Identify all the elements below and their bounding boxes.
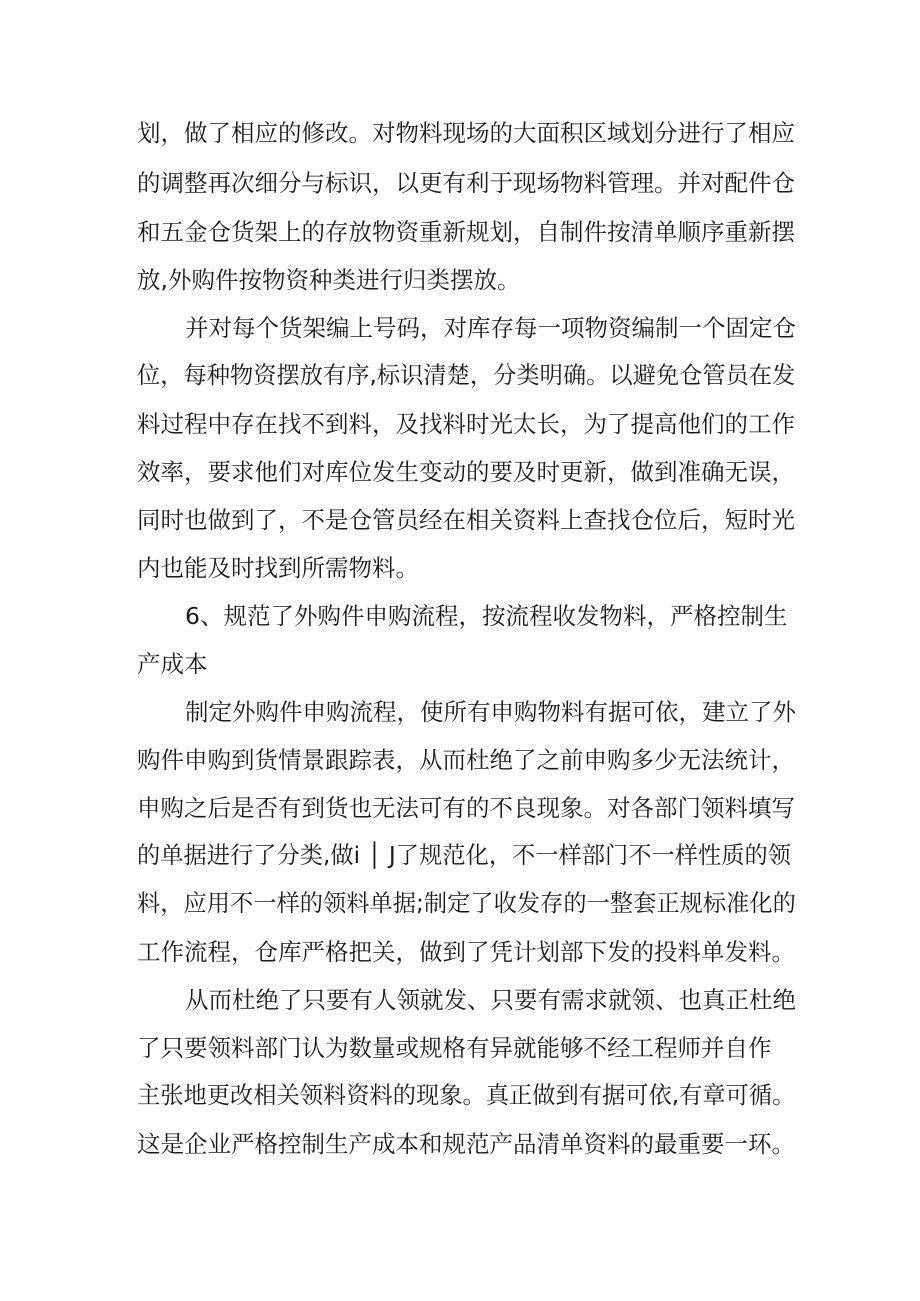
text-line: 同时也做到了，不是仓管员经在相关资料上查找仓位后，短时光: [137, 506, 795, 534]
text-line: 位，每种物资摆放有序,标识清楚，分类明确。以避免仓管员在发: [137, 362, 796, 389]
text-line: 划，做了相应的修改。对物料现场的大面积区域划分进行了相应: [137, 119, 795, 147]
text-line: 这是企业严格控制生产成本和规范产品清单资料的最重要一环。: [137, 1130, 795, 1158]
text-line: 工作流程，仓库严格把关，做到了凭计划部下发的投料单发料。: [137, 938, 795, 966]
text-line: 购件申购到货情景跟踪表，从而杜绝了之前申购多少无法统计，: [137, 746, 795, 774]
section-heading: 6、规范了外购件申购流程，按流程收发物料，严格控制生: [185, 602, 788, 630]
paragraph-first-line: 制定外购件申购流程，使所有申购物料有据可依，建立了外: [185, 698, 796, 726]
text-line: 申购之后是否有到货也无法可有的不良现象。对各部门领料填写: [137, 794, 795, 822]
text-line: 效率，要求他们对库位发生变动的要及时更新，做到准确无误，: [137, 458, 795, 486]
paragraph-first-line: 并对每个货架编上号码，对库存每一项物资编制一个固定仓: [185, 314, 796, 342]
section-heading-continued: 产成本: [137, 650, 208, 678]
text-line: 的调整再次细分与标识，以更有利于现场物料管理。并对配件仓: [137, 169, 795, 197]
paragraph-first-line: 从而杜绝了只要有人领就发、只要有需求就领、也真正杜绝: [185, 986, 796, 1014]
text-line: 料过程中存在找不到料，及找料时光太长，为了提高他们的工作: [137, 410, 795, 438]
text-line: 的单据进行了分类,做i │ J了规范化，不一样部门不一样性质的领: [137, 842, 791, 869]
text-line: 放,外购件按物资种类进行归类摆放。: [137, 266, 521, 294]
text-line: 主张地更改相关领料资料的现象。真正做到有据可依,有章可循。: [137, 1082, 796, 1109]
text-line: 了只要领料部门认为数量或规格有异就能够不经工程师并自作: [137, 1034, 772, 1062]
text-line: 和五金仓货架上的存放物资重新规划，自制件按清单顺序重新摆: [137, 218, 795, 246]
text-line: 料，应用不一样的领料单据;制定了收发存的一整套正规标准化的: [137, 890, 796, 917]
text-line: 内也能及时找到所需物料。: [137, 554, 419, 582]
